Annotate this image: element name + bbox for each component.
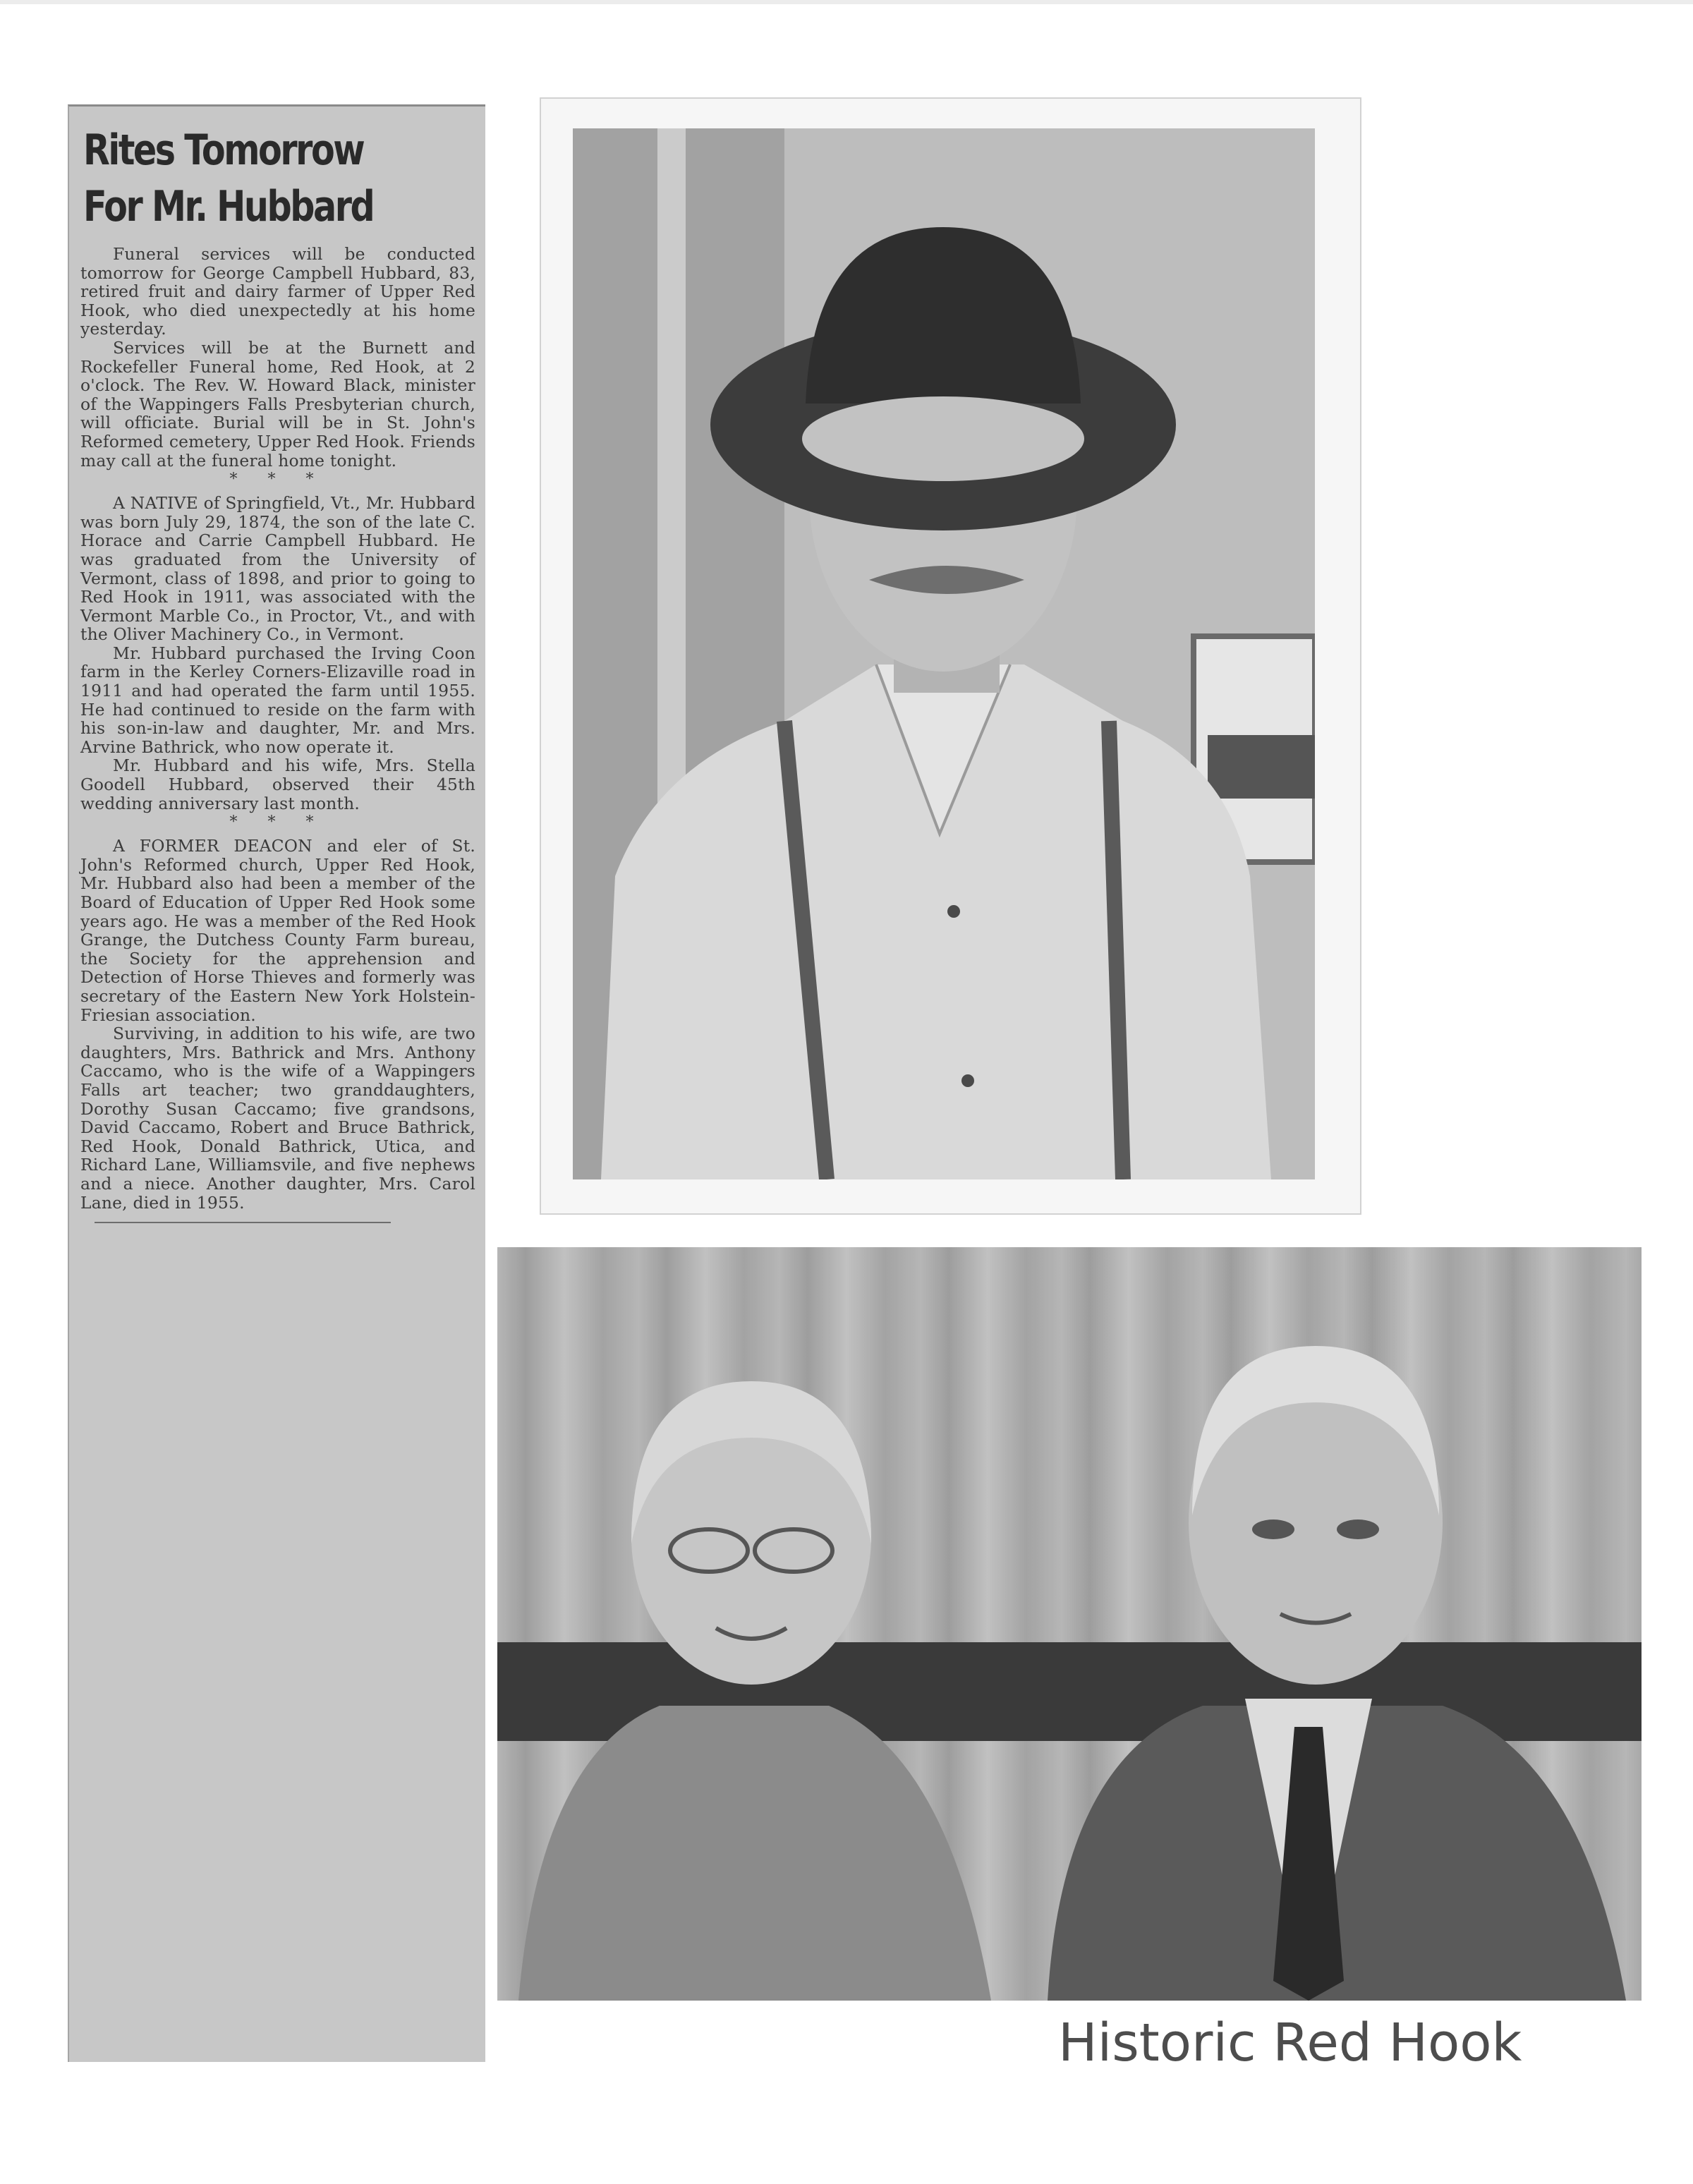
portrait-photo-man-in-hat — [573, 128, 1315, 1179]
section-separator: * * * — [229, 813, 327, 832]
article-paragraph: Services will be at the Burnett and Rockefeller Funeral home, Red Hook, at 2 o'clock. The Rev. W. Howard Black, minister of the Wappingers Falls Presbyterian church, will officiate. Burial will be in St. John's Reformed cemetery, Upper Red Hook. Friends may call at the funeral home tonight. — [80, 337, 475, 471]
newspaper-clipping — [68, 104, 485, 2062]
article-paragraph: Mr. Hubbard purchased the Irving Coon farm in the Kerley Corners-Elizaville road in 1911 and had operated the farm until 1955. He had continued to reside on the farm with his son-in-law and daughter, Mr. and Mrs. Arvine Bathrick, who now operate it. — [80, 643, 475, 757]
end-rule — [95, 1222, 391, 1223]
scan-edge — [0, 0, 1693, 4]
article-paragraph: Funeral services will be conducted tomorrow for George Campbell Hubbard, 83, retired fruit and dairy farmer of Upper Red Hook, who died unexpectedly at his home yesterday. — [80, 244, 475, 339]
couple-illustration — [497, 1247, 1642, 2001]
headline-line-1: Rites Tomorrow — [83, 126, 364, 175]
portrait-illustration — [573, 128, 1315, 1179]
article-paragraph: Surviving, in addition to his wife, are two daughters, Mrs. Bathrick and Mrs. Anthony Caccamo, who is the wife of a Wappingers Falls art teacher; two granddaughters, Dorothy Susan Caccamo; five grandsons, David Caccamo, Robert and Bruce Bathrick, Red Hook, Donald Bathrick, Utica, and Richard Lane, Williamsvile, and five nephews and a niece. Another daughter, Mrs. Carol Lane, died in 1955. — [80, 1024, 475, 1213]
article-paragraph: Mr. Hubbard and his wife, Mrs. Stella Goodell Hubbard, observed their 45th wedding anniversary last month. — [80, 756, 475, 813]
watermark-text: Historic Red Hook — [1058, 2013, 1522, 2073]
headline — [83, 122, 405, 235]
photo-elderly-couple — [497, 1247, 1642, 2001]
section-separator: * * * — [229, 471, 327, 489]
headline-line-2: For Mr. Hubbard — [83, 182, 374, 231]
article-paragraph: A NATIVE of Springfield, Vt., Mr. Hubbard was born July 29, 1874, the son of the late C. Horace and Carrie Campbell Hubbard. He was graduated from the University of Vermont, class of 1898, and prior to going to Red Hook in 1911, was associated with the Vermont Marble Co., in Proctor, Vt., and with the Oliver Machinery Co., in Vermont. — [80, 493, 475, 645]
article-paragraph: A FORMER DEACON and eler of St. John's Reformed church, Upper Red Hook, Mr. Hubbard also had been a member of the Board of Education of Upper Red Hook some years ago. He was a member of the Red Hook Grange, the Dutchess County Farm bureau, the Society for the apprehension and Detection of Horse Thieves and formerly was secretary of the Eastern New York Holstein-Friesian association. — [80, 836, 475, 1025]
